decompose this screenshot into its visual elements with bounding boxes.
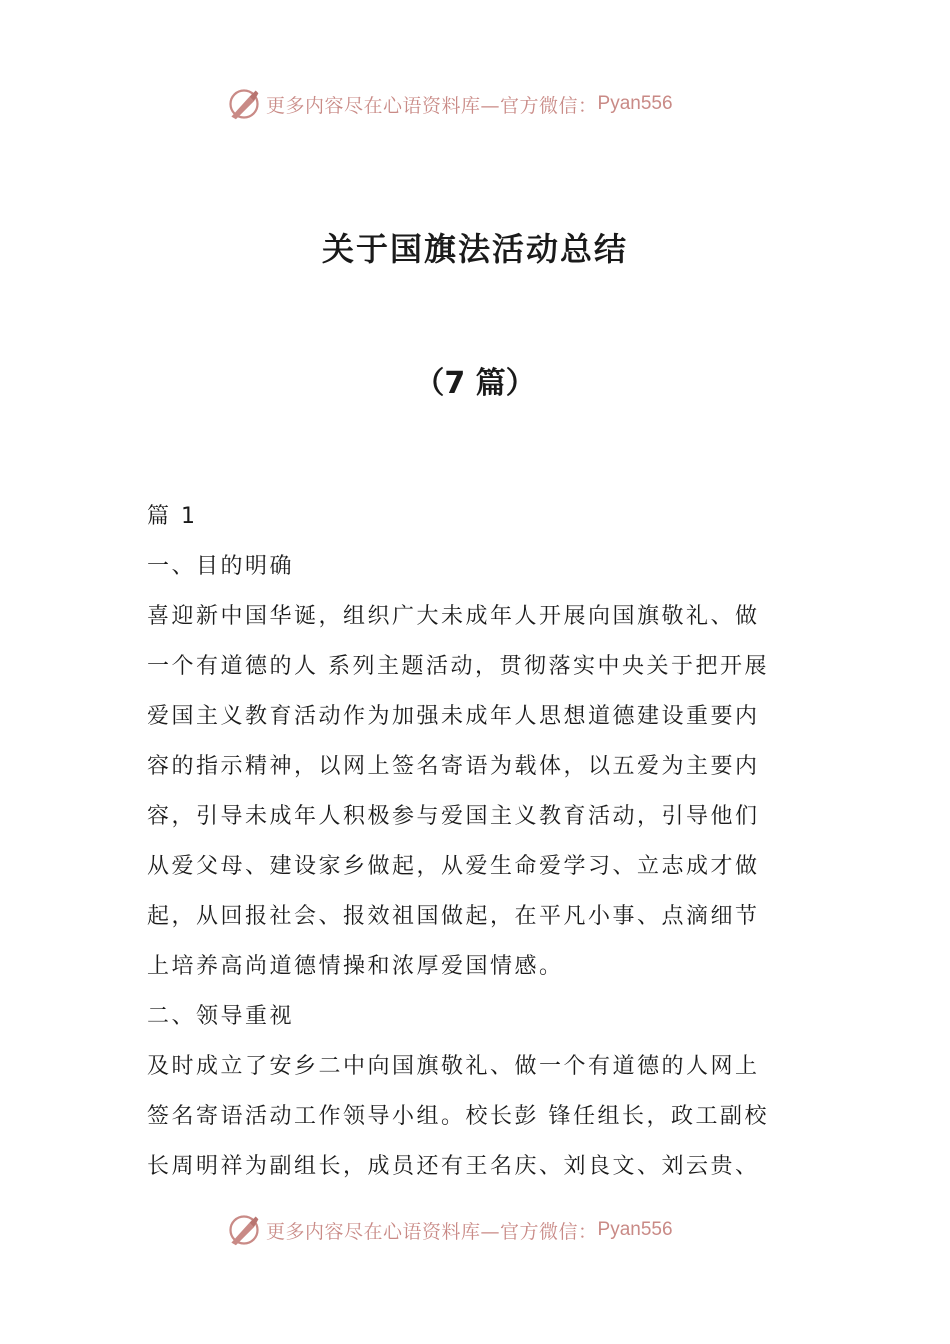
pen-circle-logo-icon xyxy=(226,86,262,122)
paragraph-line: 上培养高尚道德情操和浓厚爱国情感。 xyxy=(147,954,564,979)
document-body xyxy=(147,492,807,1192)
watermark-banner-top xyxy=(226,84,673,124)
paragraph-line: 容，引导未成年人积极参与爱国主义教育活动，引导他们 xyxy=(147,804,760,829)
paragraph-line: 喜迎新中国华诞，组织广大未成年人开展向国旗敬礼、做 xyxy=(147,604,760,629)
heading-leadership: 二、领导重视 xyxy=(147,1004,295,1029)
paragraph-line: 容的指示精神，以网上签名寄语为载体，以五爱为主要内 xyxy=(147,754,760,779)
watermark-handle: Pyan556 xyxy=(597,1219,673,1240)
pen-circle-logo-icon xyxy=(226,1212,262,1248)
paragraph-line: 及时成立了安乡二中向国旗敬礼、做一个有道德的人网上 xyxy=(147,1054,760,1079)
watermark-text: 更多内容尽在心语资料库—官方微信： xyxy=(266,1220,598,1243)
section-label: 篇 1 xyxy=(147,504,198,529)
paragraph-line: 从爱父母、建设家乡做起，从爱生命爱学习、立志成才做 xyxy=(147,854,760,879)
watermark-banner-bottom xyxy=(226,1210,673,1250)
document-subtitle: （7 篇） xyxy=(414,366,536,401)
document-title: 关于国旗法活动总结 xyxy=(321,230,628,268)
paragraph-line: 起，从回报社会、报效祖国做起，在平凡小事、点滴细节 xyxy=(147,904,760,929)
watermark-handle: Pyan556 xyxy=(597,93,673,114)
paragraph-line: 长周明祥为副组长，成员还有王名庆、刘良文、刘云贵、 xyxy=(147,1154,760,1179)
heading-goal: 一、目的明确 xyxy=(147,554,295,579)
watermark-text: 更多内容尽在心语资料库—官方微信： xyxy=(266,94,598,117)
paragraph-line: 一个有道德的人 系列主题活动，贯彻落实中央关于把开展 xyxy=(147,654,769,679)
paragraph-line: 爱国主义教育活动作为加强未成年人思想道德建设重要内 xyxy=(147,704,760,729)
paragraph-line: 签名寄语活动工作领导小组。校长彭 锋任组长，政工副校 xyxy=(147,1104,769,1129)
